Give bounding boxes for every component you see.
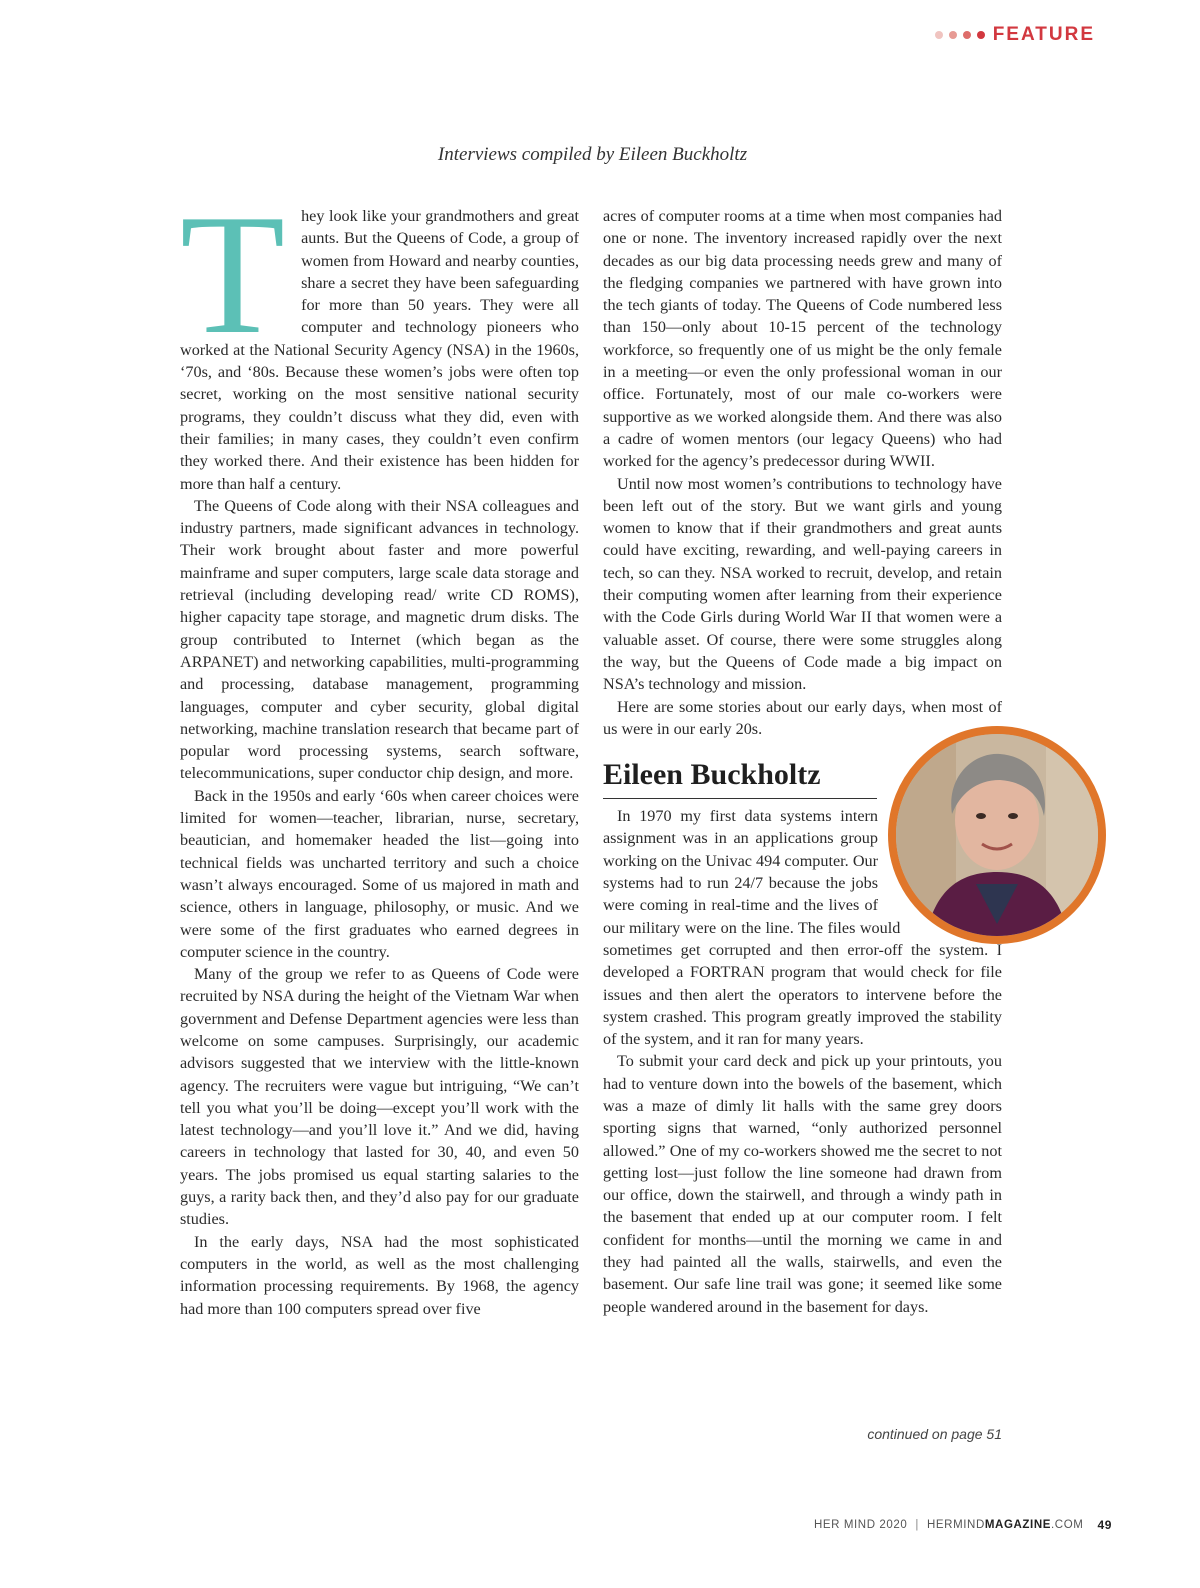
section-label: FEATURE (992, 24, 1095, 45)
paragraph: Here are some stories about our early days, when most of us were in our early 20s. (603, 697, 1002, 738)
site-bold: MAGAZINE (984, 1519, 1051, 1531)
site-link[interactable] (927, 1519, 1083, 1531)
paragraph: In 1970 my first data systems intern assignment was in an applications group working on the Univac 494 computer. Our systems had to run 24/7 because the jobs were coming in real-time and the lives of our military were on the line. The files would sometimes get corrupted and then error-off the system. I developed a FORTRAN program that would check for file issues and then alert the operators to intervene before the system crashed. This program greatly improved the stability of the system, and it ran for many years. (603, 807, 1002, 1049)
paragraph: In the early days, NSA had the most sophisticated computers in the world, as well as the most challenging information processing requirements. By 1968, the agency had more than 100 computers spread over five (180, 1232, 579, 1318)
intro-paragraph (180, 180, 579, 495)
footer-separator: | (915, 1519, 919, 1531)
section-header (935, 24, 1095, 46)
site-prefix: HERMIND (926, 1519, 985, 1531)
dot-1 (935, 31, 943, 39)
dot-4 (977, 31, 985, 39)
site-suffix: .COM (1051, 1519, 1084, 1531)
byline: Interviews compiled by Eileen Buckholtz (437, 144, 748, 165)
decorative-dots (935, 31, 985, 39)
issue-label: HER MIND 2020 (813, 1519, 908, 1531)
paragraph: The Queens of Code along with their NSA colleagues and industry partners, made significant advances in technology. Their work brought about faster and more powerful mainframe and super computers, large scale data storage and retrieval (including developing read/ write CD ROMS), higher capacity tape storage, and magnetic drum disks. The group contributed to Internet (which began as the ARPANET) and networking capabilities, multi-programming and processing, database management, programming languages, computer and cyber security, global digital networking, machine translation research that became part of popular word processing systems, search software, telecommunications, super conductor chip design, and more. (180, 496, 579, 783)
paragraph: To submit your card deck and pick up your printouts, you had to venture down into the bowels of the basement, which was a maze of dimly lit halls with the same grey doors sporting signs that warned, “only authorized personnel allowed.” One of my co-workers showed me the secret to not getting lost—just follow the line someone had drawn from our office, down the stairwell, and through a windy path in the basement that ended up at our computer room. I felt confident for months—until the morning we came in and they had painted all the walls, stairwells, and even the basement. Our safe line trail was gone; it seemed like some people wandered around in the basement for days. (603, 1052, 1002, 1316)
article-column-left (180, 180, 579, 1320)
profile-name-heading: Eileen Buckholtz (603, 740, 877, 799)
continued-note: continued on page 51 (867, 1426, 1002, 1442)
dot-2 (949, 31, 957, 39)
drop-cap: T (180, 180, 286, 370)
profile-portrait (888, 726, 1106, 944)
paragraph: Many of the group we refer to as Queens of Code were recruited by NSA during the height of the Vietnam War when government and Defense Department agencies were less than welcome on some campuses. Surprisingly, our academic advisors suggested that we interview with the little-known agency. The recruiters were vague but intriguing, “We can’t tell you what you’ll be doing—except you’ll work with the latest technology—and you’ll love it.” And we did, having careers in technology that lasted for 30, 40, and even 50 years. The jobs promised us equal starting salaries to the guys, a rarity back then, and they’d also pay for our graduate studies. (180, 965, 579, 1229)
article-column-right (603, 205, 1002, 1318)
portrait-photo (896, 734, 1098, 936)
paragraph: acres of computer rooms at a time when most companies had one or none. The inventory increased rapidly over the next decades as our big data processing needs grew and many of the fledging companies we partnered with have grown into the tech giants of today. The Queens of Code numbered less than 150—only about 10-15 percent of the technology workforce, so frequently one of us might be the only female in a meeting—or even the only professional woman in our office. Fortunately, most of our male co-workers were supportive as we worked alongside them. And there was also a cadre of women mentors (our legacy Queens) who had worked for the agency’s predecessor during WWII. (603, 207, 1002, 471)
paragraph: Until now most women’s contributions to technology have been left out of the story. But we want girls and young women to know that if their grandmothers and great aunts could have exciting, rewarding, and well-paying careers in tech, so can they. NSA worked to recruit, develop, and retain their computing women after learning from their experience with the Code Girls during World War II that women were a valuable asset. Of course, there were some struggles along the way, but the Queens of Code made a big impact on NSA’s technology and mission. (603, 474, 1002, 694)
page-number: 49 (1097, 1518, 1112, 1532)
dot-3 (963, 31, 971, 39)
paragraph: Back in the 1950s and early ‘60s when career choices were limited for women—teacher, librarian, nurse, secretary, beautician, and homemaker headed the list—going into technical fields was uncharted territory and such a choice wasn’t always encouraged. Some of us majored in math and science, others in language, philosophy, or music. And we were some of the first graduates who earned degrees in computer science in the country. (180, 786, 579, 961)
page-footer (814, 1518, 1112, 1532)
paragraph-text: hey look like your grandmothers and great aunts. But the Queens of Code, a group of women from Howard and nearby counties, share a secret they have been safeguarding for more than 50 years. They were all computer and technology pioneers who worked at the National Security Agency (NSA) in the 1960s, ‘70s, and ‘80s. Because these women’s jobs were often top secret, working on the most sensitive national security programs, they couldn’t discuss what they did, even with their families; in many cases, they couldn’t even confirm they worked there. And their existence has been hidden for more than half a century. (180, 207, 579, 493)
